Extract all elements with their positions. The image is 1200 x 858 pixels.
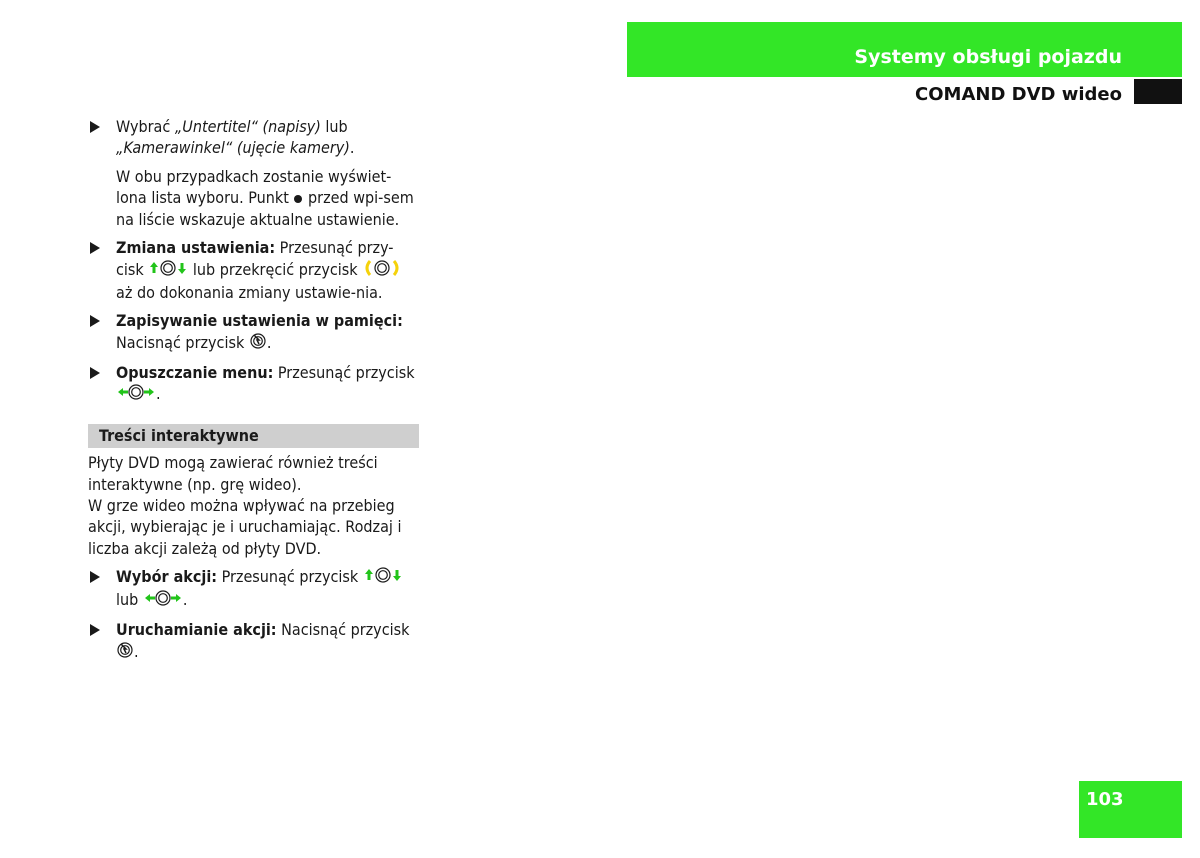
section-heading-interactive: Treści interaktywne: [88, 424, 419, 448]
rotate-selector-icon: [362, 259, 402, 282]
instruction-select-action: Wybór akcji: Przesunąć przycisk lub .: [88, 566, 420, 613]
bullet-arrow-icon: [90, 571, 100, 583]
bullet-arrow-icon: [90, 121, 100, 133]
page-number-box: [1079, 781, 1182, 838]
bullet-arrow-icon: [90, 367, 100, 379]
instruction-start-action: Uruchamianie akcji: Nacisnąć przycisk .: [88, 619, 420, 664]
subsection-title: COMAND DVD wideo: [915, 84, 1122, 105]
section-tab-marker: [1134, 79, 1182, 104]
bullet-arrow-icon: [90, 315, 100, 327]
instruction-change-setting: Zmiana ustawienia: Przesunąć przy-cisk lub przekręcić przycisk aż do dokonania zmiany ustawie-nia.: [88, 237, 420, 303]
interactive-intro-paragraph: Płyty DVD mogą zawierać również treści interaktywne (np. grę wideo).: [88, 453, 378, 494]
updown-selector-icon: [148, 259, 188, 282]
page-number: 103: [1086, 789, 1124, 810]
instruction-exit-menu: Opuszczanie menu: Przesunąć przycisk .: [88, 362, 420, 407]
interactive-game-paragraph: W grze wideo można wpływać na przebieg akcji, wybierając je i uruchamiając. Rodzaj i liczba akcji zależą od płyty DVD.: [88, 496, 402, 558]
page-content: [88, 116, 420, 671]
leftright-selector-icon: [116, 383, 156, 406]
selection-list-note: W obu przypadkach zostanie wyświet-lona lista wyboru. Punkt przed wpi-sem na liście wskazuje aktualne ustawienie.: [116, 166, 414, 230]
press-button-icon: [249, 332, 267, 355]
filled-dot-icon: [293, 188, 303, 209]
instruction-select-subtitle: Wybrać „Untertitel“ (napisy) lub „Kamerawinkel“ (ujęcie kamery).: [88, 116, 420, 159]
bullet-arrow-icon: [90, 624, 100, 636]
section-header-bar: [627, 22, 1182, 77]
instruction-save-setting: Zapisywanie ustawienia w pamięci: Nacisnąć przycisk .: [88, 310, 420, 355]
updown-selector-icon: [363, 566, 403, 589]
press-button-icon: [116, 641, 134, 664]
section-title: Systemy obsługi pojazdu: [854, 46, 1122, 68]
leftright-selector-icon: [143, 589, 183, 612]
bullet-arrow-icon: [90, 242, 100, 254]
